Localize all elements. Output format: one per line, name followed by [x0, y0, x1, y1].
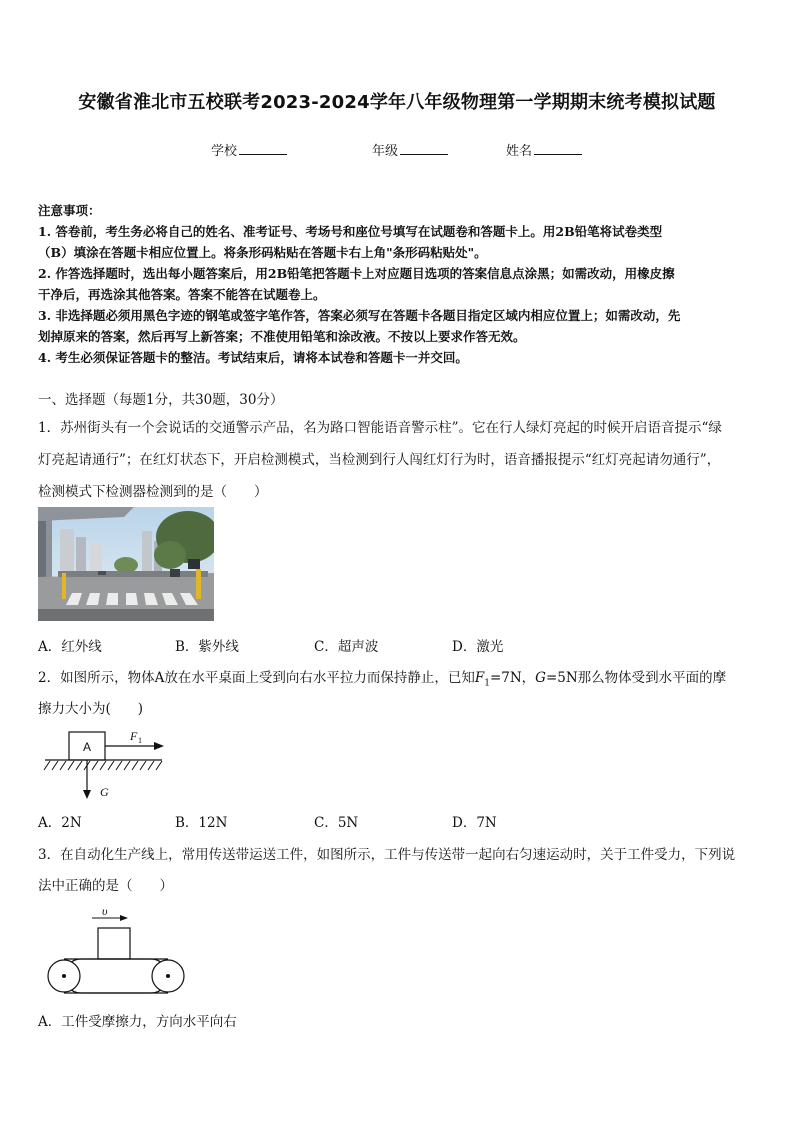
force-diagram — [40, 726, 170, 802]
section-heading: 一、选择题（每题1分，共30题，30分） — [38, 392, 284, 408]
school-label: 学校 — [211, 144, 238, 159]
q1-option-d: D．激光 — [452, 639, 504, 655]
force-subscript: 1 — [138, 736, 142, 745]
q2-option-d: D．7N — [452, 815, 497, 831]
question-1-line: 灯亮起请通行”；在红灯状态下，开启检测模式，当检测到行人闯红灯行为时，语音播报提示“红灯亮起请勿通行”， — [38, 452, 721, 468]
question-2-line: 擦力大小为( ) — [38, 701, 144, 717]
q2-option-b: B．12N — [175, 815, 228, 831]
question-2-line — [38, 666, 726, 689]
name-field — [506, 140, 582, 159]
q1-option-b: B．紫外线 — [175, 639, 239, 655]
name-blank — [534, 142, 582, 155]
notice-line: 2. 作答选择题时，选出每小题答案后，用2B铅笔把答题卡上对应题目选项的答案信息点涂黑；如需改动，用橡皮擦 — [38, 266, 675, 281]
q2-f-subscript: 1 — [484, 678, 490, 689]
page-title: 安徽省淮北市五校联考2023-2024学年八年级物理第一学期期末统考模拟试题 — [78, 92, 716, 113]
notice-heading: 注意事项： — [38, 203, 101, 218]
notice-line: 划掉原来的答案，然后再写上新答案；不准使用铅笔和涂改液。不按以上要求作答无效。 — [38, 329, 526, 344]
question-3-line: 3．在自动化生产线上，常用传送带运送工件，如图所示，工件与传送带一起向右匀速运动时，关于工件受力，下列说 — [38, 847, 736, 863]
grade-label: 年级 — [372, 144, 399, 159]
conveyor-diagram — [42, 902, 190, 996]
q2-text-suffix: =5N那么物体受到水平面的摩 — [545, 670, 727, 686]
q2-option-c: C．5N — [314, 815, 359, 831]
q3-option-a: A．工件受摩擦力，方向水平向右 — [38, 1014, 237, 1030]
notice-line: 干净后，再选涂其他答案。答案不能答在试题卷上。 — [38, 287, 326, 302]
grade-field — [372, 140, 448, 159]
question-3-line: 法中正确的是（ ） — [38, 878, 173, 894]
block-label: A — [82, 740, 92, 754]
grade-blank — [400, 142, 448, 155]
gravity-label: G — [100, 785, 109, 799]
q1-option-c: C．超声波 — [314, 639, 379, 655]
name-label: 姓名 — [506, 144, 533, 159]
q1-option-a: A．红外线 — [38, 639, 102, 655]
q2-f-symbol: F — [474, 670, 485, 686]
q2-option-a: A．2N — [38, 815, 82, 831]
question-1-line: 1．苏州街头有一个会说话的交通警示产品，名为路口智能语音警示柱”。它在行人绿灯亮起的时候开启语音提示“绿 — [38, 420, 722, 436]
notice-line: 1. 答卷前，考生务必将自己的姓名、准考证号、考场号和座位号填写在试题卷和答题卡上。用2B铅笔将试卷类型 — [38, 224, 663, 239]
crosswalk-photo — [38, 507, 214, 621]
q2-g-symbol: G — [535, 670, 546, 686]
school-blank — [239, 142, 287, 155]
notice-line: 3. 非选择题必须用黑色字迹的钢笔或签字笔作答，答案必须写在答题卡各题目指定区域内相应位置上；如需改动，先 — [38, 308, 681, 323]
question-1-line: 检测模式下检测器检测到的是（ ） — [38, 484, 268, 500]
school-field — [211, 140, 287, 159]
notice-line: 4. 考生必须保证答题卡的整洁。考试结束后，请将本试卷和答题卡一并交回。 — [38, 350, 468, 365]
notice-line: （B）填涂在答题卡相应位置上。将条形码粘贴在答题卡右上角"条形码粘贴处"。 — [38, 245, 487, 260]
q2-text-prefix: 2．如图所示，物体A放在水平桌面上受到向右水平拉力而保持静止，已知 — [38, 670, 475, 686]
velocity-label: υ — [102, 904, 108, 918]
force-label: F — [130, 729, 138, 743]
q2-f-value: =7N， — [489, 670, 536, 686]
